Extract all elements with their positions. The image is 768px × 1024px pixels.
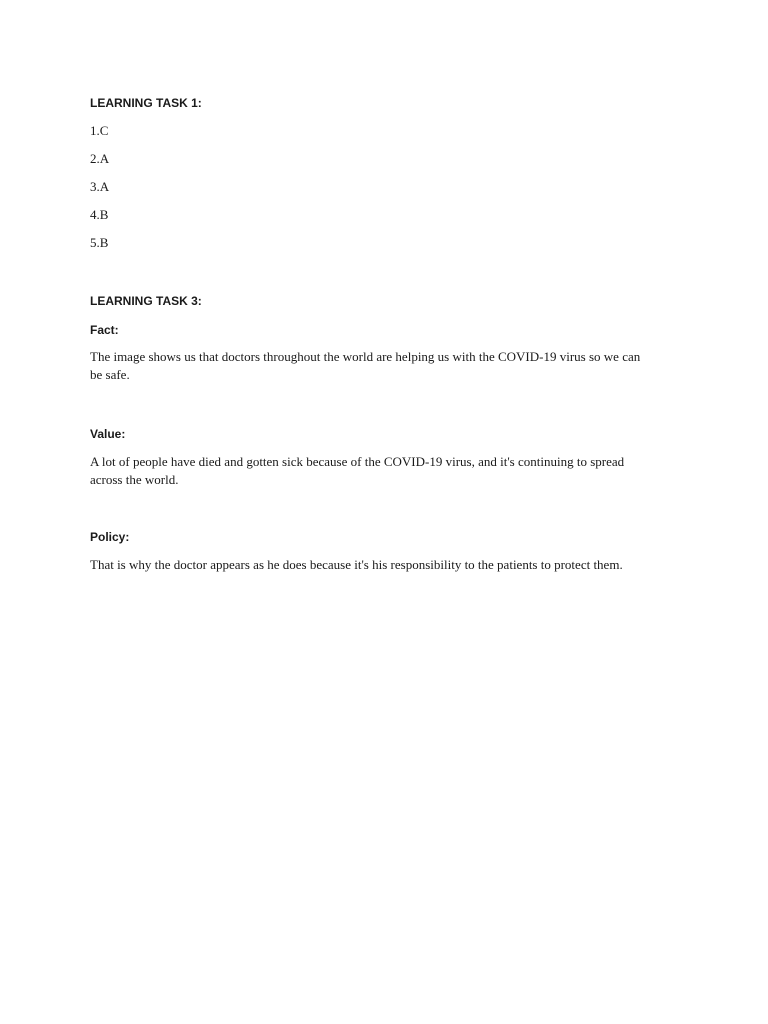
policy-label: Policy: — [90, 530, 130, 544]
answer-item-4: 4.B — [90, 207, 109, 222]
answer-item-1: 1.C — [90, 123, 109, 138]
value-paragraph — [90, 453, 690, 489]
policy-line-1: That is why the doctor appears as he does because it's his responsibility to the patients to protect them. — [90, 557, 623, 572]
learning-task-3-heading: LEARNING TASK 3: — [90, 294, 202, 308]
value-label: Value: — [90, 427, 126, 441]
policy-paragraph — [90, 556, 690, 574]
answer-item-3: 3.A — [90, 179, 110, 194]
fact-paragraph — [90, 348, 690, 384]
value-line-1: A lot of people have died and gotten sick because of the COVID-19 virus, and it's continuing to spread — [90, 454, 625, 469]
learning-task-1-heading: LEARNING TASK 1: — [90, 96, 202, 110]
answer-item-2: 2.A — [90, 151, 110, 166]
answer-item-5: 5.B — [90, 235, 109, 250]
fact-label: Fact: — [90, 323, 119, 337]
fact-line-2: be safe. — [90, 367, 130, 382]
fact-line-1: The image shows us that doctors throughout the world are helping us with the COVID-19 virus so we can — [90, 349, 641, 364]
value-line-2: across the world. — [90, 472, 179, 487]
